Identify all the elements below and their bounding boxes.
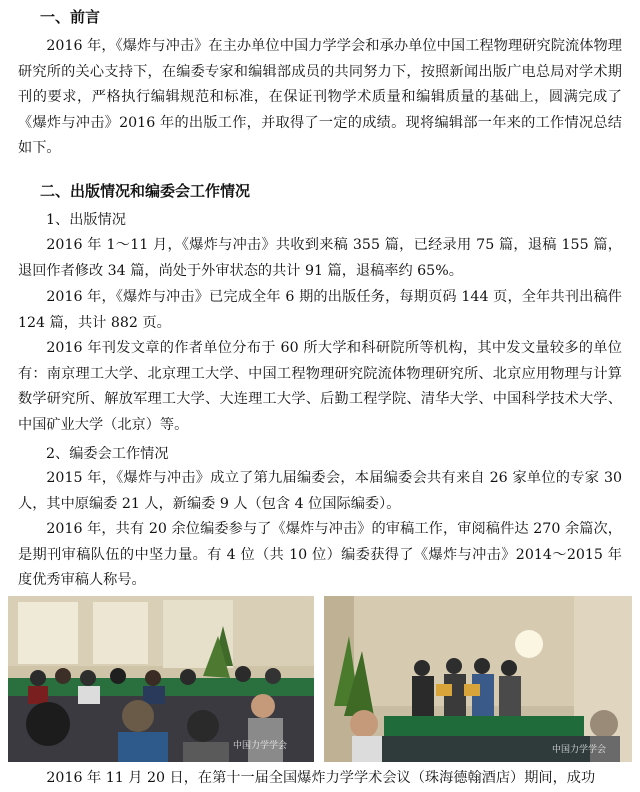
paragraph-board: 2015 年，《爆炸与冲击》成立了第九届编委会，本届编委会共有来自 26 家单位的专家 30 人，其中原编委 21 人，新编委 9 人（包含 4 位国际编委）。 [18, 470, 622, 512]
paragraph-institutions: 2016 年刊发文章的作者单位分布于 60 所大学和科研院所等机构，其中发文量较多的单位有：南京理工大学、北京理工大学、中国工程物理研究院流体物理研究所、北京应用物理与计算数学研究所、解放军理工大学、大连理工大学、后勤工程学院、清华大学、中国科学技术大学、中国矿业大学（北京）等。 [18, 340, 622, 433]
heading-section-2: 二、出版情况和编委会工作情况 [40, 182, 251, 200]
subheading-editorial-board: 2、编委会工作情况 [46, 446, 169, 462]
paragraph-issues: 2016 年，《爆炸与冲击》已完成全年 6 期的出版任务，每期页码 144 页，全年共刊出稿件 124 篇，共计 882 页。 [18, 289, 622, 331]
subheading-publication: 1、出版情况 [46, 212, 126, 228]
paragraph-preface: 2016 年，《爆炸与冲击》在主办单位中国力学学会和承办单位中国工程物理研究院流体物理研究所的关心支持下，在编委专家和编辑部成员的共同努力下，按照新闻出版广电总局对学术期刊的要求，严格执行编辑规范和标准，在保证刊物学术质量和编辑质量的基础上，圆满完成了《爆炸与冲击》2016 年的出版工作，并取得了一定的成绩。现将编辑部一年来的工作情况总结如下。 [18, 38, 622, 156]
photo-meeting [8, 596, 314, 762]
photo-left-watermark: 中国力学学会 [233, 741, 288, 751]
paragraph-conference: 2016 年 11 月 20 日，在第十一届全国爆炸力学学术会议（珠海德翰酒店）期间，成功 [46, 770, 596, 786]
photo-award-ceremony [324, 596, 632, 762]
paragraph-submissions: 2016 年 1～11 月，《爆炸与冲击》共收到来稿 355 篇，已经录用 75 篇，退稿 155 篇，退回作者修改 34 篇，尚处于外审状态的共计 91 篇，退稿率约 65%。 [18, 237, 622, 279]
photo-right-watermark: 中国力学学会 [552, 745, 607, 755]
heading-preface: 一、前言 [40, 8, 101, 26]
paragraph-reviewers: 2016 年，共有 20 余位编委参与了《爆炸与冲击》的审稿工作，审阅稿件达 270 余篇次，是期刊审稿队伍的中坚力量。有 4 位（共 10 位）编委获得了《爆炸与冲击》2014～2015 年度优秀审稿人称号。 [18, 521, 622, 588]
